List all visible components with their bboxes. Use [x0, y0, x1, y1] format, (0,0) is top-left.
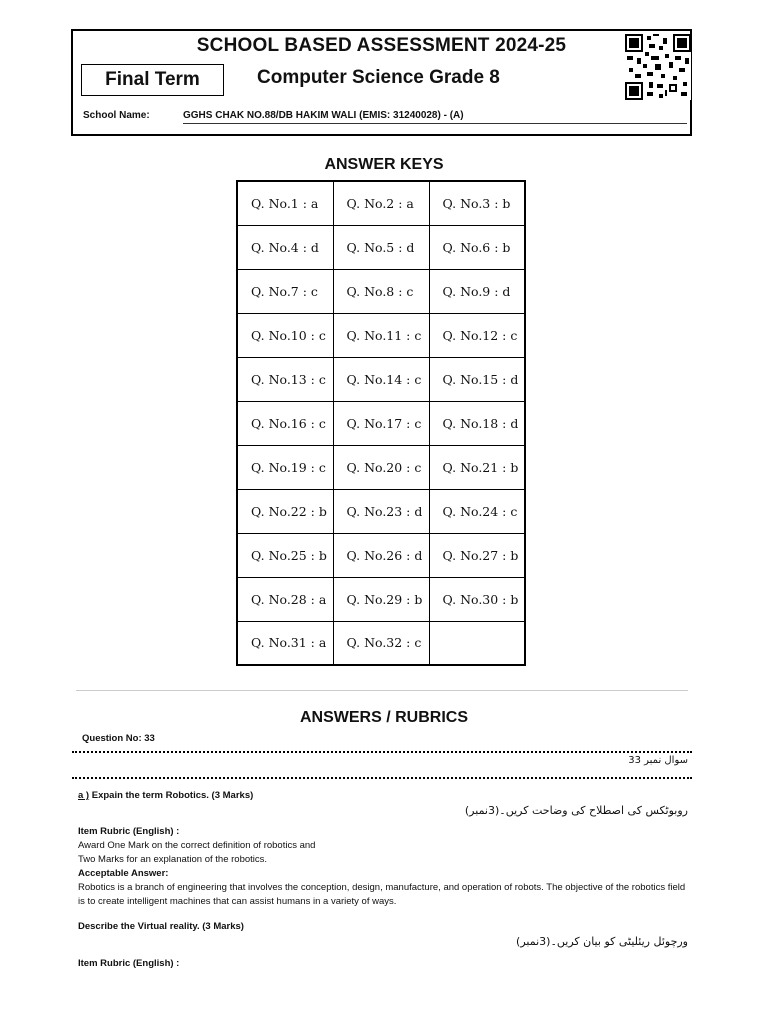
- assessment-header: [71, 29, 692, 136]
- answer-key-row: [237, 269, 525, 313]
- rubric-heading: Item Rubric (English) :: [78, 826, 180, 837]
- acceptable-answer-text: Robotics is a branch of engineering that involves the conception, design, manufacture, and operation of robots. The objective of the robotics field is to create intelligent machines that can assist humans in a variety of ways.: [78, 882, 686, 907]
- answer-key-cell: Q. No.32 : c: [333, 621, 429, 665]
- question-number-urdu: سوال نمبر 33: [628, 755, 688, 766]
- qr-code-icon: [625, 34, 691, 100]
- answer-key-cell: [429, 621, 525, 665]
- answer-key-cell: Q. No.11 : c: [333, 313, 429, 357]
- answer-key-cell: Q. No.6 : b: [429, 225, 525, 269]
- answer-key-cell: Q. No.18 : d: [429, 401, 525, 445]
- answer-key-cell: Q. No.9 : d: [429, 269, 525, 313]
- answer-key-cell: Q. No.17 : c: [333, 401, 429, 445]
- divider: [76, 690, 688, 691]
- answer-key-cell: Q. No.25 : b: [237, 533, 333, 577]
- term-box: Final Term: [81, 64, 224, 96]
- dotted-divider: [72, 751, 692, 753]
- answer-key-cell: Q. No.19 : c: [237, 445, 333, 489]
- subject-title: Computer Science Grade 8: [257, 67, 500, 88]
- answer-key-cell: Q. No.29 : b: [333, 577, 429, 621]
- answer-key-cell: Q. No.13 : c: [237, 357, 333, 401]
- part-a-text: Expain the term Robotics. (3 Marks): [91, 790, 254, 801]
- answer-key-cell: Q. No.16 : c: [237, 401, 333, 445]
- assessment-title: SCHOOL BASED ASSESSMENT 2024-25: [196, 35, 567, 56]
- rubrics-title: ANSWERS / RUBRICS: [299, 709, 468, 726]
- part-a-urdu: روبوٹکس کی اصطلاح کی وضاحت کریں۔(3نمبر): [464, 804, 688, 817]
- school-label: School Name:: [83, 110, 150, 121]
- answer-key-cell: Q. No.12 : c: [429, 313, 525, 357]
- part-a-prefix: a ): [78, 790, 90, 801]
- part-b-question: Describe the Virtual reality. (3 Marks): [78, 921, 244, 932]
- answer-key-cell: Q. No.27 : b: [429, 533, 525, 577]
- answer-key-row: [237, 181, 525, 225]
- dotted-divider: [72, 777, 692, 779]
- part-a-question: [78, 789, 693, 803]
- rubric-line-1: Award One Mark on the correct definition of robotics and: [78, 840, 316, 851]
- answer-key-cell: Q. No.8 : c: [333, 269, 429, 313]
- answer-key-cell: Q. No.2 : a: [333, 181, 429, 225]
- answer-key-cell: Q. No.28 : a: [237, 577, 333, 621]
- answer-key-row: [237, 489, 525, 533]
- answer-key-cell: Q. No.10 : c: [237, 313, 333, 357]
- answer-key-row: [237, 445, 525, 489]
- answer-key-cell: Q. No.1 : a: [237, 181, 333, 225]
- answer-key-cell: Q. No.23 : d: [333, 489, 429, 533]
- answer-key-cell: Q. No.4 : d: [237, 225, 333, 269]
- acceptable-answer-heading: Acceptable Answer:: [78, 868, 169, 879]
- answer-key-cell: Q. No.21 : b: [429, 445, 525, 489]
- school-name: GGHS CHAK NO.88/DB HAKIM WALI (EMIS: 31240028) - (A): [183, 110, 687, 124]
- answer-key-cell: Q. No.22 : b: [237, 489, 333, 533]
- answer-key-row: [237, 313, 525, 357]
- answer-key-cell: Q. No.26 : d: [333, 533, 429, 577]
- answer-key-row: [237, 225, 525, 269]
- answer-key-row: [237, 357, 525, 401]
- answer-key-row: [237, 533, 525, 577]
- answer-key-cell: Q. No.15 : d: [429, 357, 525, 401]
- answer-key-row: [237, 621, 525, 665]
- answer-key-row: [237, 401, 525, 445]
- rubric-line-2: Two Marks for an explanation of the robotics.: [78, 854, 268, 865]
- answer-key-row: [237, 577, 525, 621]
- answer-key-cell: Q. No.7 : c: [237, 269, 333, 313]
- question-number: Question No: 33: [82, 733, 155, 744]
- rubric-heading-2: Item Rubric (English) :: [78, 958, 180, 969]
- answer-key-cell: Q. No.20 : c: [333, 445, 429, 489]
- answer-key-cell: Q. No.31 : a: [237, 621, 333, 665]
- answer-keys-title: ANSWER KEYS: [324, 156, 444, 173]
- answer-key-cell: Q. No.24 : c: [429, 489, 525, 533]
- part-b-urdu: ورچوئل ریئلیٹی کو بیان کریں۔(3نمبر): [516, 935, 688, 948]
- answer-key-cell: Q. No.3 : b: [429, 181, 525, 225]
- answer-keys-table: [236, 180, 526, 666]
- answer-key-cell: Q. No.14 : c: [333, 357, 429, 401]
- answer-key-cell: Q. No.5 : d: [333, 225, 429, 269]
- answer-key-cell: Q. No.30 : b: [429, 577, 525, 621]
